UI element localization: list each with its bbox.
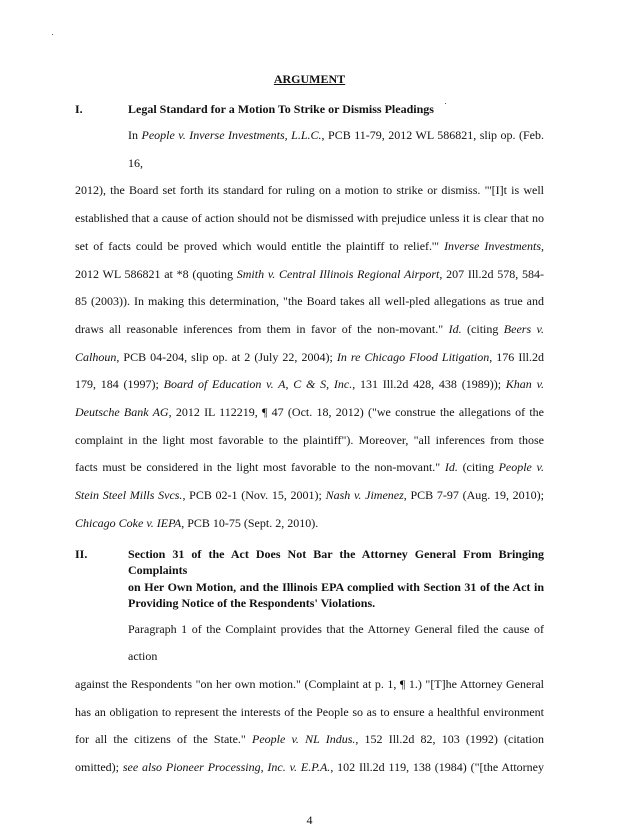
case-citation: Beers v. bbox=[503, 321, 544, 336]
text-line bbox=[75, 177, 544, 205]
text-line bbox=[75, 399, 544, 427]
text-line bbox=[75, 510, 544, 538]
case-citation: People v. bbox=[498, 460, 544, 475]
section-1-number: I. bbox=[75, 102, 83, 116]
text-run: 2012 WL 586821 at *8 (quoting bbox=[75, 266, 237, 281]
text-run: , 207 Ill.2d 578, 584- bbox=[439, 266, 544, 281]
section-2-heading-row bbox=[75, 546, 544, 612]
text-line bbox=[75, 344, 544, 372]
text-run: omitted); bbox=[75, 760, 123, 775]
case-citation: Board of Education v. A, C & S, Inc. bbox=[163, 377, 353, 392]
text-run: facts must be considered in the light most favorable to the non-movant." bbox=[75, 460, 445, 475]
case-citation: Inverse Investments, bbox=[444, 238, 544, 253]
text-run: established that a cause of action should not be dismissed with prejudice unless it is clear that no bbox=[75, 211, 544, 226]
scan-speck bbox=[52, 34, 53, 35]
text-run: , 176 Ill.2d bbox=[489, 349, 544, 364]
case-citation: Stein Steel Mills Svcs. bbox=[75, 488, 183, 503]
case-citation: Calhoun bbox=[75, 349, 117, 364]
text-run: (citing bbox=[461, 321, 504, 336]
text-line bbox=[75, 616, 544, 671]
case-citation: Chicago Coke v. IEPA bbox=[75, 515, 182, 530]
case-citation: see also Pioneer Processing, Inc. v. E.P.A. bbox=[122, 760, 331, 775]
text-run: 179, 184 (1997); bbox=[75, 377, 164, 392]
text-line bbox=[75, 233, 544, 261]
text-run: has an obligation to represent the interests of the People so as to ensure a healthful environment bbox=[75, 704, 544, 719]
text-run: 2012), the Board set forth its standard for ruling on a motion to strike or dismiss. "'[I]t is well bbox=[75, 183, 544, 198]
section-1-heading-row bbox=[75, 100, 544, 118]
text-run: Paragraph 1 of the Complaint provides that the Attorney General filed the cause of action bbox=[128, 621, 544, 664]
text-line bbox=[75, 671, 544, 699]
case-citation: Id. bbox=[444, 460, 458, 475]
case-citation: Khan v. bbox=[505, 377, 545, 392]
text-run: , PCB 04-204, slip op. at 2 (July 22, 2004); bbox=[116, 349, 337, 364]
text-run: for all the citizens of the State." bbox=[75, 732, 252, 747]
text-run: , PCB 11-79, 2012 WL 586821, slip op. (Feb. 16, bbox=[128, 128, 545, 170]
text-run: , 2012 IL 112219, ¶ 47 (Oct. 18, 2012) ("we construe the allegations of the bbox=[168, 405, 544, 420]
section-2-heading-line: Section 31 of the Act Does Not Bar the Attorney General From Bringing Complaints bbox=[128, 546, 544, 578]
section-2-heading-line: Providing Notice of the Respondents' Violations. bbox=[128, 596, 376, 611]
text-run: , 152 Ill.2d 82, 103 (1992) (citation bbox=[355, 732, 544, 747]
page-content bbox=[75, 0, 544, 828]
text-line bbox=[75, 726, 544, 754]
case-citation: Deutsche Bank AG bbox=[75, 405, 169, 420]
section-1-heading: Legal Standard for a Motion To Strike or Dismiss Pleadings bbox=[128, 102, 434, 116]
case-citation: Id. bbox=[448, 321, 462, 336]
text-line bbox=[75, 371, 544, 399]
text-run: 85 (2003)). In making this determination, "the Board takes all well-pled allegations as true and bbox=[75, 294, 544, 309]
text-run: (citing bbox=[457, 460, 499, 475]
case-citation: People v. NL Indus. bbox=[252, 732, 356, 747]
case-citation: Nash v. Jimenez bbox=[325, 488, 404, 503]
text-line bbox=[75, 122, 544, 177]
case-citation: Smith v. Central Illinois Regional Airport bbox=[236, 266, 440, 281]
section-2-heading bbox=[128, 546, 544, 612]
text-line bbox=[75, 699, 544, 727]
page-title: ARGUMENT bbox=[273, 72, 346, 86]
text-run: draws all reasonable inferences from them in favor of the non-movant." bbox=[75, 321, 449, 336]
text-run: , PCB 7-97 (Aug. 19, 2010); bbox=[403, 488, 545, 503]
text-line bbox=[75, 754, 544, 782]
page-number: 4 bbox=[306, 812, 313, 827]
text-line bbox=[75, 427, 544, 455]
text-run: , PCB 02-1 (Nov. 15, 2001); bbox=[182, 488, 326, 503]
text-run: set of facts could be proved which would entitle the plaintiff to relief.'" bbox=[75, 238, 445, 253]
section-2-paragraph bbox=[75, 616, 544, 782]
text-line bbox=[75, 316, 544, 344]
text-line bbox=[75, 205, 544, 233]
text-line bbox=[75, 288, 544, 316]
text-run: complaint in the light most favorable to the plaintiff"). Moreover, "all inferences from those bbox=[75, 432, 544, 447]
section-2-number: II. bbox=[75, 546, 88, 561]
text-run: , 102 Ill.2d 119, 138 (1984) ("[the Attorney bbox=[330, 760, 544, 775]
section-2-heading-line: on Her Own Motion, and the Illinois EPA complied with Section 31 of the Act in bbox=[128, 579, 544, 594]
text-line bbox=[75, 454, 544, 482]
text-line bbox=[75, 482, 544, 510]
text-line bbox=[75, 261, 544, 289]
case-citation: People v. Inverse Investments, L.L.C. bbox=[141, 128, 322, 142]
section-1-paragraph bbox=[75, 122, 544, 538]
text-run: In bbox=[128, 128, 142, 142]
text-run: , 131 Ill.2d 428, 438 (1989)); bbox=[352, 377, 506, 392]
case-citation: In re Chicago Flood Litigation bbox=[336, 349, 490, 364]
text-run: , PCB 10-75 (Sept. 2, 2010). bbox=[181, 515, 319, 530]
text-run: against the Respondents "on her own motion." (Complaint at p. 1, ¶ 1.) "[T]he Attorney General bbox=[75, 676, 544, 691]
